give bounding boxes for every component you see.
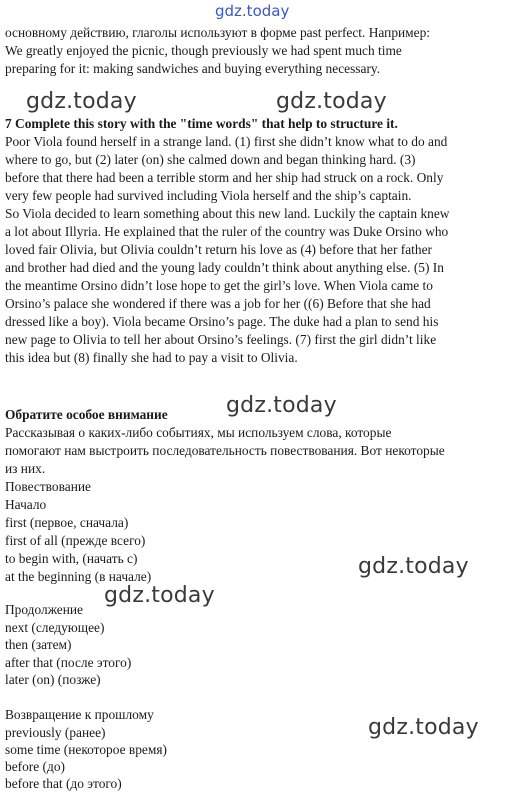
story-line: Orsino’s palace she wondered if there was a job for her ((6) Before that she had	[5, 296, 431, 311]
story-line: Poor Viola found herself in a strange land. (1) first she didn’t know what to do and	[5, 134, 448, 149]
note-line: из них.	[5, 461, 46, 476]
watermark: gdz.today	[276, 89, 387, 114]
story-line: and brother had died and the young lady couldn’t think about anything else. (5) In	[5, 260, 444, 275]
watermark: gdz.today	[26, 89, 137, 114]
vocab-item: previously (ранее)	[5, 725, 106, 740]
vocab-item: some time (некоторое время)	[5, 742, 167, 757]
section-heading: Продолжение	[5, 602, 83, 617]
vocab-item: before (до)	[5, 759, 65, 774]
note-line: помогают нам выстроить последовательность повествования. Вот некоторые	[5, 443, 445, 458]
story-line: new page to Olivia to tell her about Orsino’s feelings. (7) first the girl didn’t like	[5, 332, 437, 347]
watermark: gdz.today	[104, 583, 215, 608]
vocab-item: next (следующее)	[5, 620, 105, 635]
story-line: loved fair Olivia, but Olivia couldn’t return his love as (4) before that her father	[5, 242, 432, 257]
story-line: the meantime Orsino didn’t lose hope to get the girl’s love. When Viola came to	[5, 278, 433, 293]
vocab-item: then (затем)	[5, 637, 72, 652]
intro-line: preparing for it: making sandwiches and buying everything necessary.	[5, 61, 381, 76]
section-subheading: Начало	[5, 497, 47, 512]
intro-line: We greatly enjoyed the picnic, though previously we had spent much time	[5, 43, 402, 58]
section-heading: Повествование	[5, 479, 91, 494]
story-line: this idea but (8) finally she had to pay a visit to Olivia.	[5, 350, 298, 365]
note-line: Рассказывая о каких-либо событиях, мы используем слова, которые	[5, 425, 392, 440]
story-line: a lot about Illyria. He explained that the ruler of the country was Duke Orsino who	[5, 224, 449, 239]
story-line: where to go, but (2) later (on) she calmed down and began thinking hard. (3)	[5, 152, 416, 167]
note-title: Обратите особое внимание	[5, 407, 168, 422]
story-line: So Viola decided to learn something about this new land. Luckily the captain knew	[5, 206, 450, 221]
vocab-item: before that (до этого)	[5, 776, 122, 791]
exercise-title: 7 Complete this story with the "time words" that help to structure it.	[5, 116, 398, 131]
vocab-item: at the beginning (в начале)	[5, 569, 152, 584]
vocab-item: after that (после этого)	[5, 655, 132, 670]
vocab-item: to begin with, (начать с)	[5, 551, 138, 566]
vocab-item: later (on) (позже)	[5, 672, 101, 687]
intro-line: основному действию, глаголы используют в форме past perfect. Например:	[5, 25, 431, 40]
story-line: dressed like a boy). Viola became Orsino’s page. The duke had a plan to send his	[5, 314, 439, 329]
watermark: gdz.today	[358, 554, 469, 579]
watermark-top: gdz.today	[215, 2, 290, 20]
watermark: gdz.today	[368, 715, 479, 740]
story-line: very few people had survived including Viola herself and the ship’s captain.	[5, 188, 412, 203]
section-heading: Возвращение к прошлому	[5, 707, 154, 722]
vocab-item: first (первое, сначала)	[5, 515, 129, 530]
story-line: before that there had been a terrible storm and her ship had struck on a rock. Only	[5, 170, 444, 185]
vocab-item: first of all (прежде всего)	[5, 533, 146, 548]
watermark: gdz.today	[226, 393, 337, 418]
